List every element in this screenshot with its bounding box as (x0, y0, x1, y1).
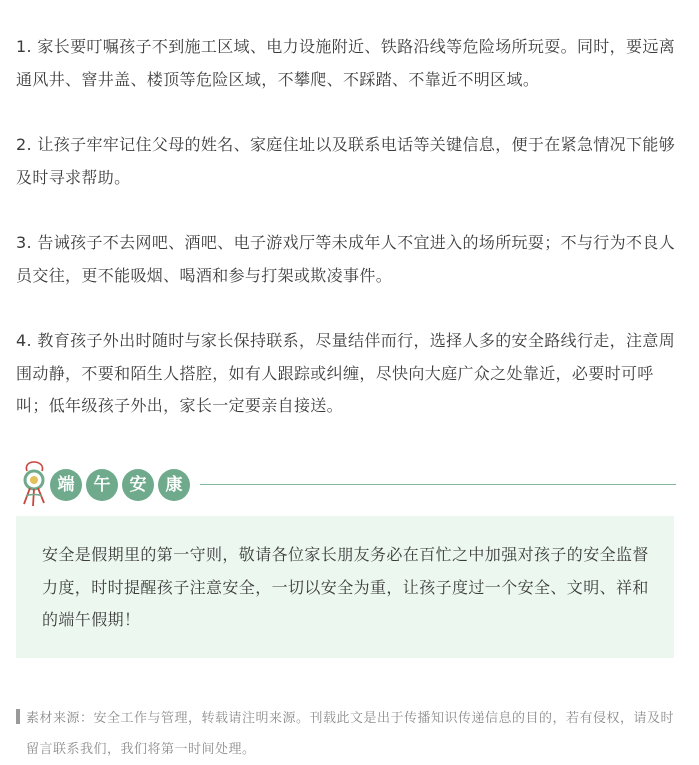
source-bar (16, 709, 20, 724)
safety-tip-4: 4. 教育孩子外出时随时与家长保持联系，尽量结伴而行，选择人多的安全路线行走，注意周围动静，不要和陌生人搭腔，如有人跟踪或纠缠，尽快向大庭广众之处靠近，必要时可呼叫；低年级孩子外出，家长一定要亲自接送。 (16, 331, 676, 415)
festival-char-wu: 午 (86, 469, 118, 501)
festival-header (14, 460, 676, 508)
notice-box (16, 516, 674, 658)
festival-char-kang: 康 (158, 469, 190, 501)
festival-char-an: 安 (122, 469, 154, 501)
festival-char-duan: 端 (50, 469, 82, 501)
source-note (16, 703, 680, 765)
header-divider (200, 484, 676, 485)
safety-tip-1: 1. 家长要叮嘱孩子不到施工区域、电力设施附近、铁路沿线等危险场所玩耍。同时，要远离通风井、窨井盖、楼顶等危险区域，不攀爬、不踩踏、不靠近不明区域。 (16, 37, 676, 89)
source-note-text: 素材来源：安全工作与管理，转载请注明来源。刊载此文是出于传播知识传递信息的目的，若有侵权，请及时留言联系我们，我们将第一时间处理。 (26, 711, 675, 757)
notice-text: 安全是假期里的第一守则，敬请各位家长朋友务必在百忙之中加强对孩子的安全监督力度，时时提醒孩子注意安全，一切以安全为重，让孩子度过一个安全、文明、祥和的端午假期！ (42, 545, 649, 629)
safety-tip-2: 2. 让孩子牢牢记住父母的姓名、家庭住址以及联系电话等关键信息，便于在紧急情况下能够及时寻求帮助。 (16, 135, 676, 187)
zongzi-charm-icon (14, 460, 54, 508)
safety-tip-3: 3. 告诫孩子不去网吧、酒吧、电子游戏厅等未成年人不宜进入的场所玩耍；不与行为不良人员交往，更不能吸烟、喝酒和参与打架或欺凌事件。 (16, 233, 676, 285)
